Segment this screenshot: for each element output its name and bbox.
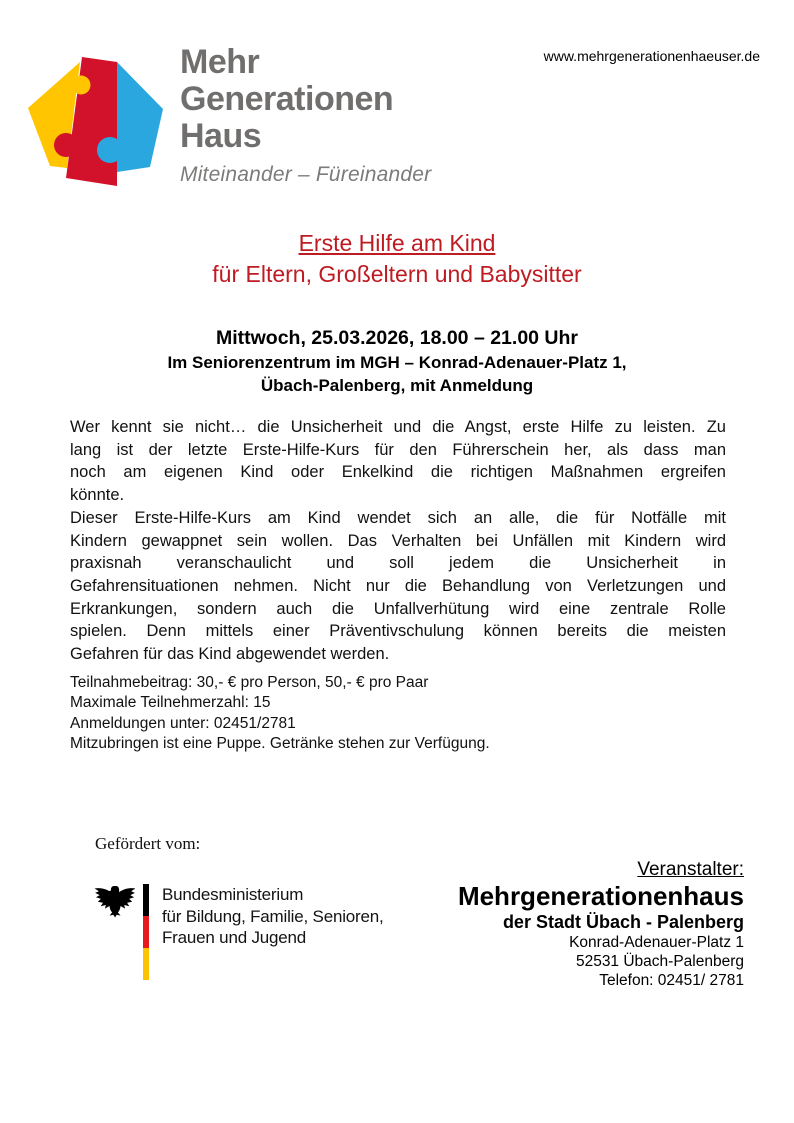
text-line: lang ist der letzte Erste-Hilfe-Kurs für den Führerschein her, als dass man	[70, 440, 726, 459]
text-line: praxisnah veranschaulicht und soll jedem die Unsicherheit in	[70, 554, 726, 573]
registration-details	[70, 673, 490, 754]
mgh-logo-wordmark	[180, 44, 431, 187]
german-flag-stripe	[143, 884, 149, 980]
red-puzzle-knob	[54, 133, 78, 157]
text-line: Maximale Teilnehmerzahl: 15	[70, 694, 271, 712]
event-title-line1: Erste Hilfe am Kind	[298, 230, 496, 256]
website-url: www.mehrgenerationenhaeuser.de	[543, 48, 760, 64]
text-line: Mitzubringen ist eine Puppe. Getränke stehen zur Verfügung.	[70, 734, 490, 752]
event-location-line2: Übach-Palenberg, mit Anmeldung	[260, 376, 534, 395]
paragraph-2	[70, 507, 726, 666]
ministry-name	[162, 884, 384, 949]
text-line: spielen. Denn mittels einer Präventivschulung können bereits die meisten	[70, 622, 726, 641]
flag-black-segment	[143, 884, 149, 916]
event-date-time: Mittwoch, 25.03.2026, 18.00 – 21.00 Uhr	[215, 327, 579, 349]
mgh-house-logo-icon	[20, 45, 170, 195]
ministry-name-line3: Frauen und Jugend	[162, 928, 307, 947]
flag-gold-segment	[143, 948, 149, 980]
organizer-label: Veranstalter:	[637, 859, 744, 880]
organizer-phone: Telefon: 02451/ 2781	[599, 972, 744, 989]
organizer-city: 52531 Übach-Palenberg	[575, 953, 744, 970]
text-line: Wer kennt sie nicht… die Unsicherheit und die Angst, erste Hilfe zu leisten. Zu	[70, 418, 726, 436]
text-line: Kindern gewappnet sein wollen. Das Verhalten bei Unfällen mit Kindern wird	[70, 531, 726, 550]
event-title-line2: für Eltern, Großeltern und Babysitter	[212, 261, 582, 287]
ministry-name-line1: Bundesministerium	[162, 885, 304, 904]
organizer-street: Konrad-Adenauer-Platz 1	[569, 934, 744, 951]
organizer-block	[458, 858, 744, 990]
logo-word-mehr: Mehr	[180, 43, 260, 81]
text-line: Anmeldungen unter: 02451/2781	[70, 714, 296, 732]
house-blue-piece	[117, 62, 163, 172]
logo-tagline: Miteinander – Füreinander	[180, 163, 432, 186]
text-line: noch am eigenen Kind oder Enkelkind die richtigen Maßnahmen ergreifen	[70, 463, 726, 482]
event-info	[0, 325, 794, 397]
logo-word-haus: Haus	[180, 117, 262, 155]
ministry-name-line2: für Bildung, Familie, Senioren,	[162, 906, 384, 926]
text-line: Erkrankungen, sondern auch die Unfallverhütung wird eine zentrale Rolle	[70, 599, 726, 618]
text-line: Gefahrensituationen nehmen. Nicht nur die Behandlung von Verletzungen und	[70, 576, 726, 595]
ministry-logo	[93, 884, 384, 980]
text-line: Teilnahmebeitrag: 30,- € pro Person, 50,- € pro Paar	[70, 674, 429, 691]
yellow-puzzle-knob	[72, 76, 91, 95]
organizer-subname: der Stadt Übach - Palenberg	[502, 912, 744, 932]
event-title	[0, 228, 794, 290]
organizer-name: Mehrgenerationenhaus	[457, 881, 744, 911]
text-line: Gefahren für das Kind abgewendet werden.	[70, 645, 390, 664]
flag-red-segment	[143, 916, 149, 948]
funded-by-label: Gefördert vom:	[95, 834, 201, 853]
text-line: könnte.	[70, 486, 125, 505]
event-location-line1: Im Seniorenzentrum im MGH – Konrad-Adenauer-Platz 1,	[167, 353, 627, 372]
paragraph-1	[70, 416, 726, 507]
logo-word-generationen: Generationen	[180, 80, 394, 118]
text-line: Dieser Erste-Hilfe-Kurs am Kind wendet sich an alle, die für Notfälle mit	[70, 508, 726, 527]
blue-puzzle-knob	[97, 137, 123, 163]
body-text	[70, 416, 726, 666]
federal-eagle-icon	[93, 884, 135, 928]
